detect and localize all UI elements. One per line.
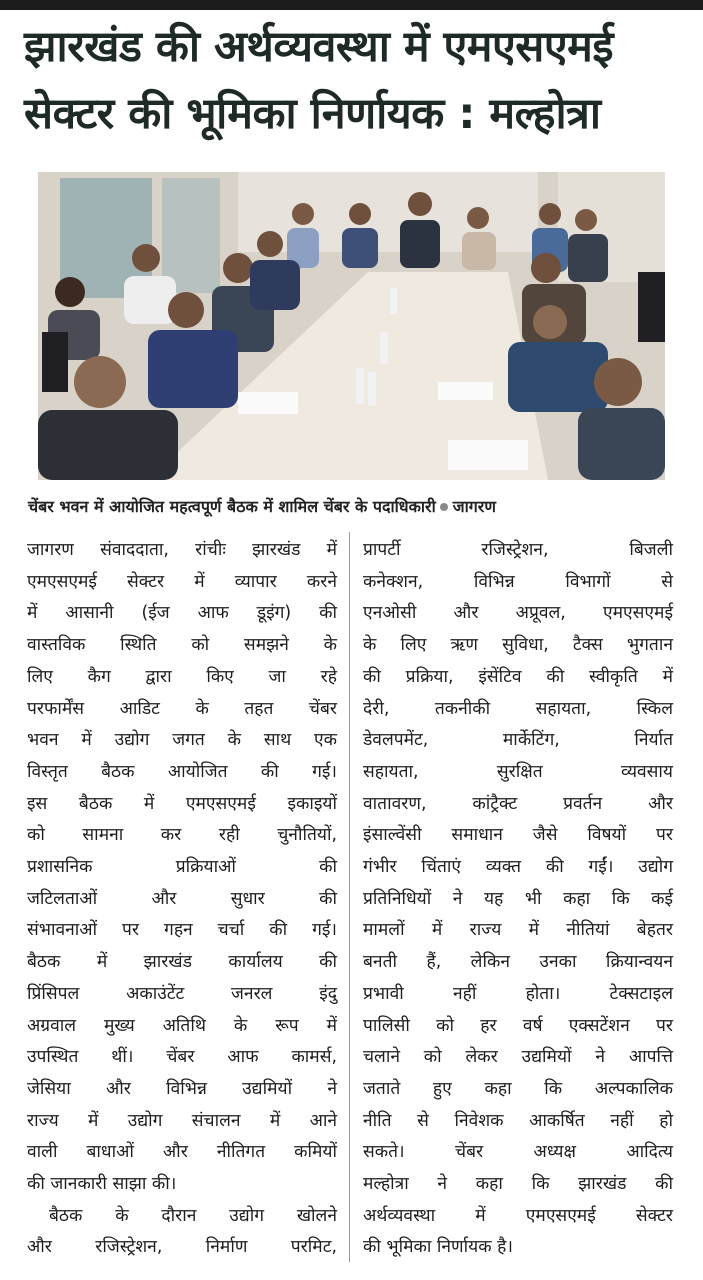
article-line: लिए कैग द्वारा किए जा रहे [27, 666, 337, 687]
article-line: प्रशासनिक प्रक्रियाओं की [27, 857, 337, 878]
caption-credit: जागरण [452, 497, 496, 516]
window [162, 178, 220, 293]
article-line: इस बैठक में एमएसएमई इकाइयों [27, 793, 337, 814]
article-line: वाली बाधाओं और नीतिगत कमियों [27, 1142, 337, 1163]
article-line: सकते। चेंबर अध्यक्ष आदित्य [363, 1142, 673, 1163]
caption-text: चेंबर भवन में आयोजित महत्वपूर्ण बैठक में शामिल चेंबर के पदाधिकारी [28, 497, 436, 516]
article-line: प्रतिनिधियों ने यह भी कहा कि कई [363, 888, 673, 909]
article-column-right [363, 535, 673, 1264]
article-line: इंसाल्वेंसी समाधान जैसे विषयों पर [363, 825, 673, 846]
headline [24, 14, 684, 148]
article-line: विस्तृत बैठक आयोजित की गई। [27, 761, 337, 782]
article-line: परफार्मेंस आडिट के तहत चेंबर [27, 698, 337, 719]
article-line: वातावरण, कांट्रैक्ट प्रवर्तन और [363, 793, 673, 814]
article-line: संभावनाओं पर गहन चर्चा की गई। [27, 920, 337, 941]
article-line: प्रभावी नहीं होता। टेक्सटाइल [363, 983, 673, 1004]
water-bottle [390, 288, 397, 314]
article-line: जेसिया और विभिन्न उद्यमियों ने [27, 1078, 337, 1099]
headline-line-2: सेक्टर की भूमिका निर्णायक : मल्होत्रा [24, 89, 601, 139]
article-line: सहायता, सुरक्षित व्यवसाय [363, 761, 673, 782]
paper [238, 392, 298, 414]
meeting-photo-illustration [38, 172, 665, 480]
article-line: वास्तविक स्थिति को समझने के [27, 635, 337, 656]
article-line: में आसानी (ईज आफ डूइंग) की [27, 603, 337, 624]
chair [42, 332, 68, 392]
article-line: और रजिस्ट्रेशन, निर्माण परमिट, [27, 1237, 337, 1258]
article-line: चलाने को लेकर उद्यमियों ने आपत्ति [363, 1047, 673, 1068]
article-line: गंभीर चिंताएं व्यक्त की गईं। उद्योग [363, 857, 673, 878]
article-line: प्रिंसिपल अकाउंटेंट जनरल इंदु [27, 983, 337, 1004]
article-line: देरी, तकनीकी सहायता, स्किल [363, 698, 673, 719]
paper [448, 440, 528, 470]
article-line: मामलों में राज्य में नीतियां बेहतर [363, 920, 673, 941]
meeting-photo [38, 172, 665, 480]
article-line: बैठक के दौरान उद्योग खोलने [49, 1205, 337, 1226]
article-line: मल्होत्रा ने कहा कि झारखंड की [363, 1174, 673, 1195]
article-line: जताते हुए कहा कि अल्पकालिक [363, 1078, 673, 1099]
chair [638, 272, 665, 342]
article-line: भवन में उद्योग जगत के साथ एक [27, 730, 337, 751]
water-bottle [368, 372, 376, 406]
article-line: जागरण संवाददाता, रांचीः झारखंड में [27, 540, 337, 560]
caption-bullet [440, 503, 448, 511]
article-line: जटिलताओं और सुधार की [27, 888, 337, 909]
article-line: बैठक में झारखंड कार्यालय की [27, 952, 337, 973]
column-divider [349, 532, 350, 1262]
top-border [0, 0, 703, 10]
article-line: कनेक्शन, विभिन्न विभागों से [363, 571, 673, 592]
article-line: की जानकारी साझा की। [27, 1174, 177, 1195]
article-line: अग्रवाल मुख्य अतिथि के रूप में [27, 1015, 337, 1036]
article-line: पालिसी को हर वर्ष एक्सटेंशन पर [363, 1015, 673, 1036]
article-line: बनती हैं, लेकिन उनका क्रियान्वयन [363, 952, 673, 973]
water-bottle [356, 368, 364, 404]
article-column-left [27, 535, 337, 1264]
article-line: एनओसी और अप्रूवल, एमएसएमई [363, 603, 673, 624]
article-line: को सामना कर रही चुनौतियों, [27, 825, 337, 846]
article-line: राज्य में उद्योग संचालन में आने [27, 1110, 337, 1131]
article-line: एमएसएमई सेक्टर में व्यापार करने [27, 571, 337, 592]
article-line: प्रापर्टी रजिस्ट्रेशन, बिजली [363, 540, 673, 560]
article-line: डेवलपमेंट, मार्केटिंग, निर्यात [363, 730, 673, 751]
paper [438, 382, 493, 400]
article-line: नीति से निवेशक आकर्षित नहीं हो [363, 1110, 673, 1131]
article-line: अर्थव्यवस्था में एमएसएमई सेक्टर [363, 1205, 673, 1226]
water-bottle [380, 332, 388, 364]
article-line: की प्रक्रिया, इंसेंटिव की स्वीकृति में [363, 666, 673, 687]
headline-line-1: झारखंड की अर्थव्यवस्था में एमएसएमई [24, 22, 613, 72]
article-line: के लिए ऋण सुविधा, टैक्स भुगतान [363, 635, 673, 656]
article-line: की भूमिका निर्णायक है। [363, 1237, 513, 1258]
article-line: उपस्थित थीं। चेंबर आफ कामर्स, [27, 1047, 337, 1068]
photo-caption [28, 494, 678, 520]
